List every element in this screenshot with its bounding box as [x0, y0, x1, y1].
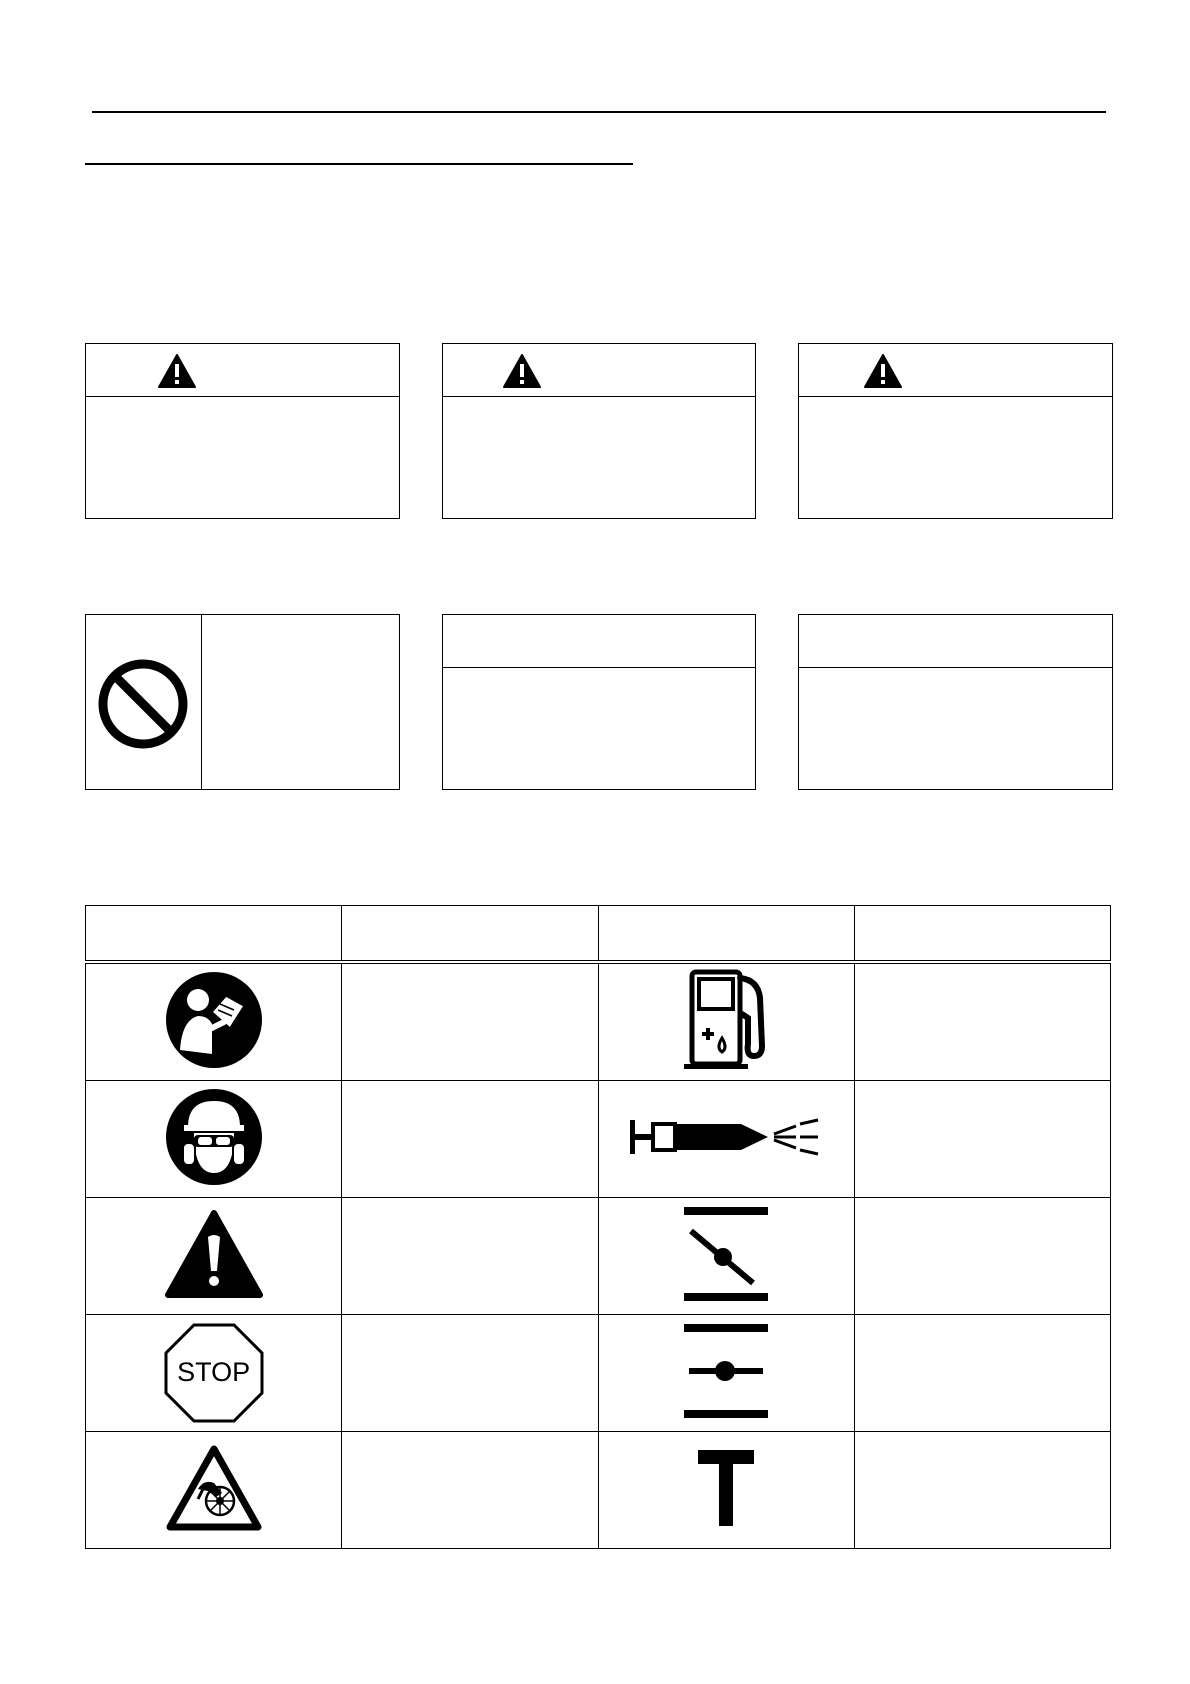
table-row	[86, 1081, 1111, 1198]
symbol-description	[854, 1081, 1110, 1198]
table-header	[598, 906, 854, 963]
t-marker-icon	[696, 1448, 756, 1528]
warning-triangle-icon	[503, 354, 541, 388]
symbol-table	[85, 905, 1111, 1549]
title-underline	[85, 163, 633, 165]
table-header-row	[86, 906, 1111, 963]
table-header	[342, 906, 598, 963]
notice-box-2	[442, 614, 756, 790]
symbol-description	[342, 1432, 598, 1549]
symbol-description	[342, 1315, 598, 1432]
cutting-hazard-icon	[164, 1443, 264, 1533]
notice-text	[443, 667, 755, 789]
symbol-description	[342, 1198, 598, 1315]
warning-triangle-icon	[158, 354, 196, 388]
notice-box-3	[798, 614, 1113, 790]
warning-box-3	[798, 343, 1113, 519]
table-row	[86, 1432, 1111, 1549]
warning-text	[799, 396, 1112, 518]
symbol-description	[342, 1081, 598, 1198]
prohibition-box	[85, 614, 400, 790]
caution-triangle-icon	[164, 1209, 264, 1299]
symbol-description	[342, 962, 598, 1081]
symbol-description	[854, 1198, 1110, 1315]
warning-triangle-icon	[864, 354, 902, 388]
table-row	[86, 1198, 1111, 1315]
read-manual-icon	[164, 970, 264, 1070]
table-header	[86, 906, 342, 963]
table-row	[86, 962, 1111, 1081]
warning-box-1	[85, 343, 400, 519]
notice-text	[799, 667, 1112, 789]
warning-text	[86, 396, 399, 518]
wear-protection-icon	[164, 1087, 264, 1187]
table-header	[854, 906, 1110, 963]
fuel-pump-icon	[676, 968, 776, 1072]
symbol-description	[854, 1315, 1110, 1432]
warning-text	[443, 396, 755, 518]
choke-open-icon	[681, 1322, 771, 1420]
warning-box-2	[442, 343, 756, 519]
symbol-description	[854, 962, 1110, 1081]
primer-bulb-icon	[628, 1112, 824, 1162]
stop-sign-label: STOP	[177, 1357, 251, 1387]
choke-closed-icon	[681, 1205, 771, 1303]
symbol-description	[854, 1432, 1110, 1549]
header-rule	[92, 111, 1106, 113]
table-row	[86, 1315, 1111, 1432]
prohibition-icon	[97, 658, 189, 750]
